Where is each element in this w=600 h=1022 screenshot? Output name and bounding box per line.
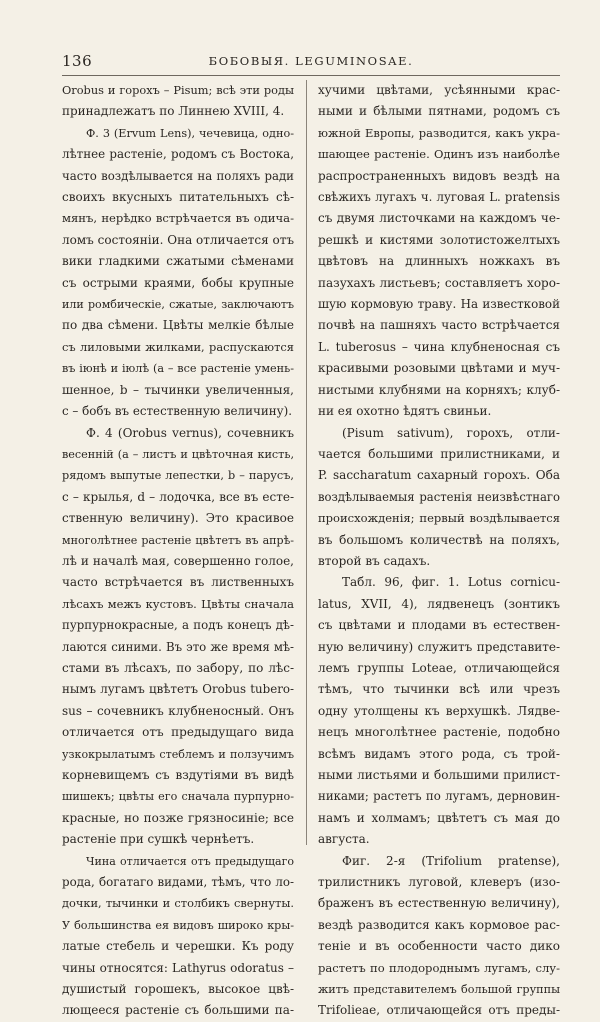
text-line: ственную величину). Это красивое [62,511,294,526]
text-line: происхожденія; первый воздѣлывается [318,511,560,526]
column-divider [306,80,307,845]
text-line: нымъ лугамъ цвѣтетъ Orobus tubero- [62,682,294,697]
text-line: въ іюнѣ и іюлѣ (а – все растеніе умень- [62,362,294,376]
text-line: шающее растеніе. Одинъ изъ наиболѣе [318,147,560,162]
text-line: узкокрылатымъ стеблемъ и ползучимъ [62,747,294,761]
text-line: цвѣтовъ на длинныхъ ножкахъ въ [318,254,560,269]
text-line: отличается отъ предыдущаго вида [62,725,294,740]
text-line: P. saccharatum сахарный горохъ. Оба [318,468,560,483]
text-line: никами; растетъ по лугамъ, дерновин- [318,789,560,804]
text-line: браженъ въ естественную величину), [318,896,560,911]
text-line: часто встрѣчается въ лиственныхъ [62,575,294,590]
text-line: своихъ вкусныхъ питательныхъ сѣ- [62,190,294,205]
text-line: лѣтнее растеніе, родомъ съ Востока, [62,147,294,162]
text-line: съ острыми краями, бобы крупные [62,275,294,290]
text-line: пазухахъ листьевъ; составляетъ хоро- [318,275,560,290]
text-line: растетъ по плодороднымъ лугамъ, слу- [318,960,560,975]
text-line: часто воздѣлывается на поляхъ ради [62,168,294,183]
text-line: или ромбическіе, сжатые, заключаютъ [62,298,294,312]
text-line: (Pisum sativum), горохъ, отли- [342,425,560,440]
text-line: красные, но позже грязносиніе; все [62,810,294,825]
text-line: съ цвѣтами и плодами въ естествен- [318,618,560,633]
text-line: теніе и въ особенности часто дико [318,939,560,954]
text-line: ными листьями и большими прилист- [318,768,560,782]
text-line: У большинства ея видовъ широко кры- [62,918,294,932]
text-line: трилистникъ луговой, клеверъ (изо- [318,875,560,890]
text-line: чается большими прилистниками, и [318,446,560,461]
text-line: Ф. 4 (Orobus vernus), сочевникъ [86,425,294,440]
running-head: БОБОВЫЯ. LEGUMINOSAE. [208,54,414,68]
text-line: Чина отличается отъ предыдущаго [86,854,294,868]
text-line: лющееся растеніе съ большими па- [62,1003,294,1018]
text-line: свѣжихъ лугахъ ч. луговая L. pratensis [318,190,560,205]
text-line: латые стебель и черешки. Къ роду [62,939,294,954]
text-line: шую кормовую траву. На известковой [318,297,560,312]
text-line: рядомъ выпутые лепестки, b – парусъ, [62,469,294,483]
text-line: мянъ, нерѣдко встрѣчается въ одича- [62,211,294,226]
text-line: принадлежатъ по Линнею XVIII, 4. [62,104,285,119]
text-line: Табл. 96, фиг. 1. Lotus cornicu- [342,575,560,590]
text-line: шенное, b – тычинки увеличенныя, [62,382,294,397]
text-line: съ двумя листочками на каждомъ че- [318,211,560,226]
text-line: Фиг. 2-я (Trifolium pratense), [342,853,560,868]
text-line: нистыми клубнями на корняхъ; клуб- [318,382,560,397]
page-number: 136 [62,52,93,70]
text-line: корневищемъ съ вздутіями въ видѣ [62,768,294,782]
text-line: решкѣ и кистями золотистожелтыхъ [318,232,560,247]
right-column [318,80,560,1022]
text-line: почвѣ на пашняхъ часто встрѣчается [318,318,560,333]
left-column [62,80,294,1022]
text-line: sus – сочевникъ клубненосный. Онъ [62,703,294,718]
text-line: душистый горошекъ, высокое цвѣ- [62,982,294,997]
text-line: житъ представителемъ большой группы [318,983,560,997]
text-line: рода, богатаго видами, тѣмъ, что ло- [62,875,294,890]
text-line: лемъ группы Loteae, отличающейся [318,660,560,675]
text-line: намъ и холмамъ; цвѣтетъ съ мая до [318,810,560,825]
text-line: распространенныхъ видовъ вездѣ на [318,168,560,183]
text-line: c – бобъ въ естественную величину). [62,404,293,419]
text-line: южной Европы, разводится, какъ укра- [318,125,560,140]
text-line: Trifolieae, отличающейся отъ преды- [318,1003,560,1018]
text-line: шишекъ; цвѣты его сначала пурпурно- [62,790,294,804]
text-line: Orobus и горохъ – Pisum; всѣ эти роды [62,83,294,97]
text-line: тѣмъ, что тычинки всѣ или чрезъ [318,682,560,697]
text-line: чины относятся: Lathyrus odoratus – [62,960,294,975]
text-line: августа. [318,832,370,847]
text-line: лѣ и началѣ мая, совершенно голое, [62,553,294,568]
text-line: вики гладкими сжатыми сѣменами [62,254,294,269]
text-line: по два сѣмени. Цвѣты мелкіе бѣлые [62,318,294,333]
text-line: пурпурнокрасные, а подъ конецъ дѣ- [62,618,294,633]
text-line: весенній (а – листъ и цвѣточная кисть, [62,447,294,461]
text-line: ную величину) служитъ представите- [318,639,560,654]
text-line: хучими цвѣтами, усѣянными крас- [318,83,560,97]
text-line: лаются синими. Въ это же время мѣ- [62,639,294,654]
text-line: въ большомъ количествѣ на поляхъ, [318,532,560,547]
text-line: вездѣ разводится какъ кормовое рас- [318,917,560,932]
text-line: всѣмъ видамъ этого рода, съ трой- [318,746,560,761]
text-line: съ лиловыми жилками, распускаются [62,339,294,354]
text-line: растеніе при сушкѣ чернѣетъ. [62,832,255,847]
text-line: лѣсахъ межъ кустовъ. Цвѣты сначала [62,596,294,611]
text-line: красивыми розовыми цвѣтами и муч- [318,361,560,376]
text-line: ни ея охотно ѣдятъ свиньи. [318,404,492,419]
text-line: c – крылья, d – лодочка, все въ есте- [62,489,294,504]
text-line: latus, XVII, 4), лядвенецъ (зонтикъ [318,596,560,611]
text-line: ными и бѣлыми пятнами, родомъ съ [318,104,560,119]
text-line: дочки, тычинки и столбикъ свернуты. [62,896,294,911]
text-line: второй въ садахъ. [318,553,431,568]
page-header [62,52,560,72]
text-line: L. tuberosus – чина клубненосная съ [318,339,560,354]
text-line: стами въ лѣсахъ, по забору, по лѣс- [62,660,294,675]
header-rule [62,75,560,76]
text-line: многолѣтнее растеніе цвѣтетъ въ апрѣ- [62,533,294,547]
text-line: воздѣлываемыя растенія неизвѣстнаго [318,489,560,504]
text-line: ломъ состояніи. Она отличается отъ [62,232,294,247]
text-line: одну утолщены къ верхушкѣ. Лядве- [318,703,560,718]
text-line: Ф. 3 (Ervum Lens), чечевица, одно- [86,126,294,140]
text-line: нецъ многолѣтнее растеніе, подобно [318,725,560,740]
